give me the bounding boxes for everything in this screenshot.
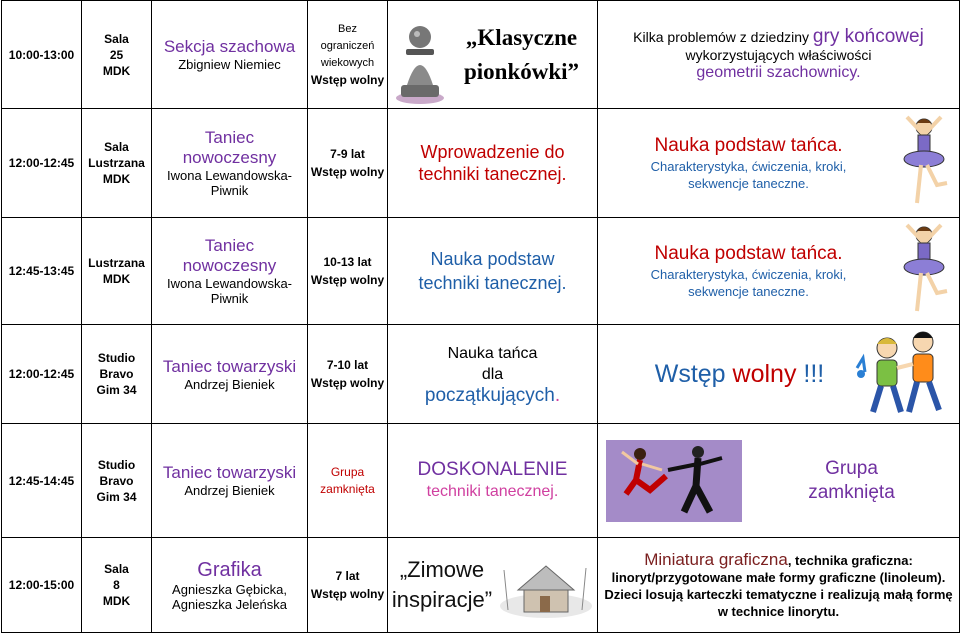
schedule-row xyxy=(2,424,960,538)
description-cell xyxy=(598,218,960,325)
place-line: MDK xyxy=(102,172,131,186)
event-title: „Klasyczne pionkówki” xyxy=(463,24,580,84)
activity-cell xyxy=(152,1,308,109)
description-title: Nauka podstaw tańca. xyxy=(654,135,843,156)
time-cell: 12:00-15:00 xyxy=(2,538,82,633)
teacher-name: Andrzej Bieniek xyxy=(184,483,275,498)
place-cell xyxy=(82,424,152,538)
age-cell xyxy=(308,325,388,424)
description-text: wykorzystujących właściwości xyxy=(685,46,872,63)
description-text: Kilka problemów z dziedziny xyxy=(633,28,813,45)
activity-name: Taniec towarzyski xyxy=(162,463,297,482)
schedule-row xyxy=(2,1,960,109)
time-cell: 12:00-12:45 xyxy=(2,325,82,424)
note-text: zamknięta xyxy=(808,481,895,503)
activity-cell xyxy=(152,424,308,538)
age-line: Wstęp wolny xyxy=(310,273,385,287)
place-line: Gim 34 xyxy=(96,383,137,397)
activity-name: nowoczesny xyxy=(182,148,277,167)
description-title: Miniatura graficzna xyxy=(644,549,788,569)
place-line: Lustrzana xyxy=(88,256,145,270)
description-text: linoryt/przygotowane małe formy graficzne (linoleum). xyxy=(611,569,946,585)
age-line: 7 lat xyxy=(335,569,360,583)
activity-name: Grafika xyxy=(197,558,262,581)
event-title: „Zimowe xyxy=(399,557,485,582)
teacher-name: Agnieszka Gębicka, xyxy=(172,581,287,597)
topic-cell: Nauka tańca dla początkujących. xyxy=(388,325,598,424)
activity-name: Taniec towarzyski xyxy=(162,356,297,376)
topic-line: techniki tanecznej. xyxy=(426,482,559,500)
place-line: Bravo xyxy=(99,367,134,381)
place-line: Sala xyxy=(104,140,129,154)
title-cell xyxy=(388,1,598,109)
note-text: !!! xyxy=(796,359,825,388)
age-line: Wstęp wolny xyxy=(310,376,385,390)
topic-cell: Wprowadzenie do techniki tanecznej. xyxy=(388,109,598,218)
activity-name: Sekcja szachowa xyxy=(163,37,296,56)
chess-pawn-icon xyxy=(392,5,448,105)
description-cell xyxy=(598,1,960,109)
age-line: zamknięta xyxy=(320,481,375,496)
description-cell xyxy=(598,538,960,633)
note-cell xyxy=(598,424,960,538)
time-cell: 10:00-13:00 xyxy=(2,1,82,109)
topic-cell: Nauka podstaw techniki tanecznej. xyxy=(388,218,598,325)
place-line: Lustrzana xyxy=(88,156,145,170)
place-line: 8 xyxy=(113,578,120,592)
note-text: wolny xyxy=(732,359,797,388)
age-cell xyxy=(308,109,388,218)
topic-line: Nauka tańca xyxy=(447,344,538,362)
schedule-table xyxy=(1,0,960,633)
teacher-name: Agnieszka Jeleńska xyxy=(172,596,287,612)
place-line: Studio xyxy=(97,457,136,472)
age-cell xyxy=(308,1,388,109)
schedule-row xyxy=(2,325,960,424)
age-line: wiekowych xyxy=(320,56,375,69)
note-text: Grupa xyxy=(825,457,878,479)
note-text: Wstęp xyxy=(654,359,733,388)
dancing-couple-icon xyxy=(606,440,746,522)
description-text: , technika graficzna: xyxy=(787,552,913,568)
schedule-row xyxy=(2,109,960,218)
place-line: MDK xyxy=(102,594,131,608)
description-text: Dzieci losują karteczki tematyczne i realizują małą formę xyxy=(604,586,953,602)
age-line: 7-10 lat xyxy=(326,358,369,372)
event-title: inspiracje” xyxy=(391,587,493,612)
place-cell xyxy=(82,538,152,633)
time-cell: 12:45-13:45 xyxy=(2,218,82,325)
age-line: 10-13 lat xyxy=(323,255,372,269)
topic-line: DOSKONALENIE xyxy=(417,458,568,480)
teacher-name: Zbigniew Niemiec xyxy=(178,57,281,72)
winter-house-icon xyxy=(498,550,594,620)
teacher-name: Andrzej Bieniek xyxy=(184,376,275,392)
place-line: Studio xyxy=(97,351,136,365)
ballerina-icon xyxy=(897,221,957,321)
place-cell xyxy=(82,109,152,218)
description-title: Nauka podstaw tańca. xyxy=(654,243,843,264)
ballerina-icon xyxy=(897,113,957,213)
age-line: 7-9 lat xyxy=(330,147,365,161)
place-line: MDK xyxy=(102,272,131,286)
place-line: Gim 34 xyxy=(96,489,137,504)
age-cell xyxy=(308,538,388,633)
place-line: Bravo xyxy=(99,473,134,488)
time-cell: 12:45-14:45 xyxy=(2,424,82,538)
place-cell xyxy=(82,325,152,424)
topic-line: początkujących xyxy=(424,384,555,406)
description-text: Charakterystyka, ćwiczenia, kroki, sekwencje taneczne. xyxy=(650,267,847,299)
description-highlight: geometrii szachownicy. xyxy=(696,63,861,81)
activity-cell xyxy=(152,325,308,424)
age-line: Grupa xyxy=(330,464,365,479)
description-text: Charakterystyka, ćwiczenia, kroki, sekwencje taneczne. xyxy=(650,159,847,191)
topic-line: dla xyxy=(481,365,504,383)
description-cell xyxy=(598,109,960,218)
place-line: Sala xyxy=(104,31,129,46)
age-line: Bez xyxy=(338,22,357,35)
place-line: Sala xyxy=(104,562,129,576)
age-line: ograniczeń xyxy=(320,39,375,52)
schedule-row xyxy=(2,538,960,633)
title-cell xyxy=(388,538,598,633)
place-cell xyxy=(82,218,152,325)
place-cell xyxy=(82,1,152,109)
activity-name: Taniec xyxy=(204,236,255,255)
age-cell xyxy=(308,218,388,325)
dancing-children-icon xyxy=(849,328,957,420)
time-cell: 12:00-12:45 xyxy=(2,109,82,218)
activity-name: nowoczesny xyxy=(182,256,277,275)
age-line: Wstęp wolny xyxy=(310,72,385,87)
description-highlight: gry końcowej xyxy=(812,25,924,47)
age-line: Wstęp wolny xyxy=(310,587,385,601)
teacher-name: Iwona Lewandowska-Piwnik xyxy=(166,168,293,198)
schedule-row xyxy=(2,218,960,325)
description-text: w technice linorytu. xyxy=(717,603,840,619)
note-cell xyxy=(598,325,960,424)
topic-cell xyxy=(388,424,598,538)
activity-cell xyxy=(152,538,308,633)
activity-cell xyxy=(152,218,308,325)
age-cell xyxy=(308,424,388,538)
place-line: 25 xyxy=(109,47,124,62)
teacher-name: Iwona Lewandowska-Piwnik xyxy=(166,276,293,306)
age-line: Wstęp wolny xyxy=(310,165,385,179)
place-line: MDK xyxy=(102,63,131,78)
activity-cell xyxy=(152,109,308,218)
activity-name: Taniec xyxy=(204,128,255,147)
